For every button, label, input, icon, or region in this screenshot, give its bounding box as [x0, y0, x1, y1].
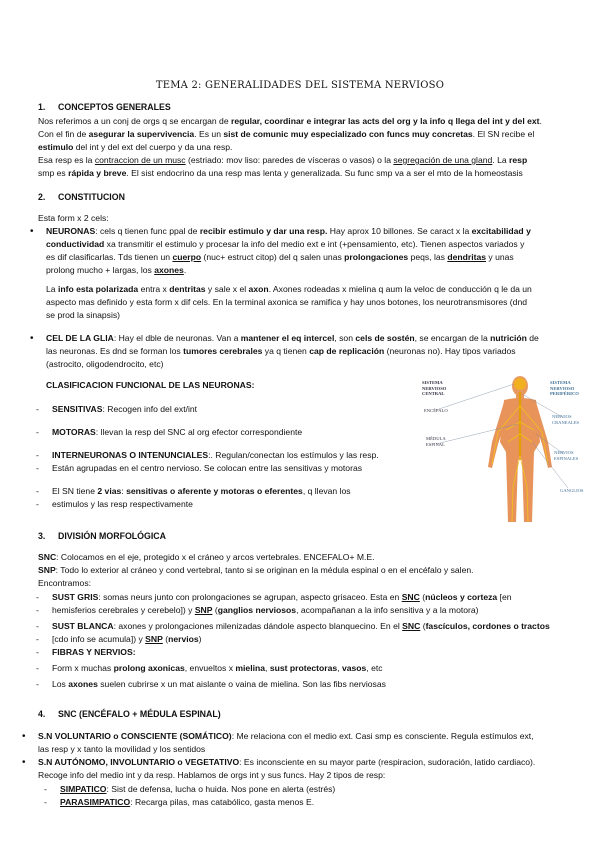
label-medula: MÉDULA ESPINAL	[426, 436, 446, 447]
paragraph-line: - estimulos y las resp respectivamente	[52, 499, 412, 511]
list-item-sust-gris: - SUST GRIS: somas neurs junto con prolongaciones se agrupan, aspecto grisaceo. Esta en SNC (núcleos y corteza [en	[52, 592, 572, 604]
list-item-simpatico: - SIMPATICO: Sist de defensa, lucha o huida. Nos pone en alerta (estrés)	[60, 784, 560, 796]
paragraph-line: Esta form x 2 cels:	[38, 213, 109, 223]
paragraph-line: - Están agrupadas en el centro nervioso. Se colocan entre las sensitivas y motoras	[52, 463, 412, 475]
paragraph-line: - Los axones suelen cubrirse x un mat aislante o vaina de mielina. Son las fibs nerviosas	[52, 679, 572, 691]
paragraph-line: conductividad xa transmitir el estimulo y procesar la info del medio ext e int (+pensamiento, etc). Tienen aspectos variados y	[46, 239, 525, 249]
paragraph-line: Nos referimos a un conj de orgs q se encargan de regular, coordinar e integrar las acts del org y la info q llega del int y del ext.	[38, 116, 542, 126]
section-heading-1: 1. CONCEPTOS GENERALES	[38, 102, 171, 112]
paragraph-line: Recoge info del medio int y da resp. Hablamos de orgs int y sus funcs. Hay 2 tipos de resp:	[38, 770, 386, 780]
paragraph-line: (astrocito, oligodendrocito, etc)	[46, 359, 164, 369]
label-nervios-espinales: NERVIOS ESPINALES	[554, 450, 579, 461]
list-item-voluntario: • S.N VOLUNTARIO o CONSCIENTE (SOMÁTICO): Me relaciona con el medio ext. Casi smp es consciente. Regula estímulos ext,	[38, 731, 572, 743]
list-item-sensitivas: - SENSITIVAS: Recogen info del ext/int	[52, 404, 412, 416]
paragraph-line: se prod la sinapsis)	[46, 310, 121, 320]
paragraph-line: SNP: Todo lo exterior al cráneo y cond vertebral, tanto si se originan en la médula espinal o en el encéfalo y salen.	[38, 565, 474, 575]
paragraph-line: prolong mucho + largas, los axones.	[46, 265, 187, 275]
paragraph-line: - Form x muchas prolong axonicas, envueltos x mielina, sust protectoras, vasos, etc	[52, 663, 572, 675]
paragraph-line: Esa resp es la contraccion de un musc (estriado: mov liso: paredes de vísceras o vasos) o la segregación de una gland. La resp	[38, 155, 528, 165]
brain-shape	[514, 378, 526, 390]
section-heading-4: 4. SNC (ENCÉFALO + MÉDULA ESPINAL)	[38, 709, 221, 719]
paragraph-line: SNC: Colocamos en el eje, protegido x el cráneo y arcos vertebrales. ENCEFALO+ M.E.	[38, 552, 375, 562]
subheading-clasificacion: CLASIFICACION FUNCIONAL DE LAS NEURONAS:	[46, 380, 255, 390]
paragraph-line: es dif clasificarlas. Tds tienen un cuerpo (nuc+ estruct citop) del q salen unas prolongaciones peqs, las dendritas y unas	[46, 252, 514, 262]
subheading-fibras: - FIBRAS Y NERVIOS:	[52, 647, 572, 659]
paragraph-line: las neuronas. Es dnd se forman los tumores cerebrales ya q tienen cap de replicación (neuronas no). Hay tipos variados	[46, 346, 516, 356]
paragraph-line: La info esta polarizada entra x dentritas y sale x el axon. Axones rodeadas x mielina q aum la veloc de conducción q le da un	[46, 284, 532, 294]
section-heading-3: 3. DIVISIÓN MORFOLÓGICA	[38, 531, 167, 541]
nervous-system-figure	[418, 372, 590, 528]
paragraph-line: - [cdo info se acumula]) y SNP (nervios)	[52, 634, 572, 646]
paragraph-line: aspecto mas definido y esta form x dif cels. En la terminal axonica se ramifica y hay unos botones, los neurotransmisores (dnd	[46, 297, 528, 307]
label-snp: SISTEMA NERVIOSO PERIFÉRICO	[550, 380, 579, 396]
list-item-neuronas: • NEURONAS: cels q tienen func ppal de recibir estimulo y dar una resp. Hay aprox 10 billones. Se caract x la excitabilidad y	[46, 226, 572, 238]
list-item-parasimpatico: - PARASIMPATICO: Recarga pilas, mas catabólico, gasta menos E.	[60, 797, 560, 809]
list-item-sust-blanca: - SUST BLANCA: axones y prolongaciones milenizadas dándole aspecto blanquecino. En el SNC (fascículos, cordones o tractos	[52, 621, 572, 633]
label-ganglios: GANGLIOS	[560, 488, 584, 493]
paragraph-line: las resp y x tanto la movilidad y los sentidos	[38, 744, 206, 754]
list-item-interneuronas: - INTERNEURONAS O INTENUNCIALES:. Regulan/conectan los estímulos y las resp.	[52, 450, 412, 462]
paragraph-line: Encontramos:	[38, 578, 92, 588]
paragraph-line: - hemisferios cerebrales y cerebelo]) y SNP (ganglios nerviosos, acompañanan a la info sensitiva y a la motora)	[52, 605, 572, 617]
label-snc: SISTEMA NERVIOSO CENTRAL	[422, 380, 447, 396]
list-item-motoras: - MOTORAS: llevan la resp del SNC al org efector correspondiente	[52, 427, 412, 439]
paragraph-line: smp es rápida y breve. El sist endocrino da una resp mas lenta y generalizada. Su func smp va a ser el mto de la homeostasis	[38, 168, 523, 178]
paragraph-line: estimulo del int y del ext del cuerpo y da una resp.	[38, 142, 233, 152]
paragraph-line: Con el fin de asegurar la supervivencia. Es un sist de comunic muy especializado con funcs muy concretas. El SN recibe el	[38, 129, 535, 139]
label-nervios-craneales: NERVIOS CRANEALES	[552, 414, 580, 425]
page-title: TEMA 2: GENERALIDADES DEL SISTEMA NERVIOSO	[155, 80, 445, 91]
list-item-glia: • CEL DE LA GLIA: Hay el dble de neuronas. Van a mantener el eq intercel, son cels de sostén, se encargan de la nutrición de	[46, 333, 572, 345]
section-heading-2: 2. CONSTITUCION	[38, 192, 125, 202]
list-item-autonomo: • S.N AUTÓNOMO, INVOLUNTARIO o VEGETATIVO: Es inconsciente en su mayor parte (respiracion, sudoración, latido cardiaco).	[38, 757, 572, 769]
label-encefalo: ENCÉFALO	[424, 408, 448, 413]
paragraph-line: - El SN tiene 2 vias: sensitivas o aferente y motoras o eferentes, q llevan los	[52, 486, 402, 498]
